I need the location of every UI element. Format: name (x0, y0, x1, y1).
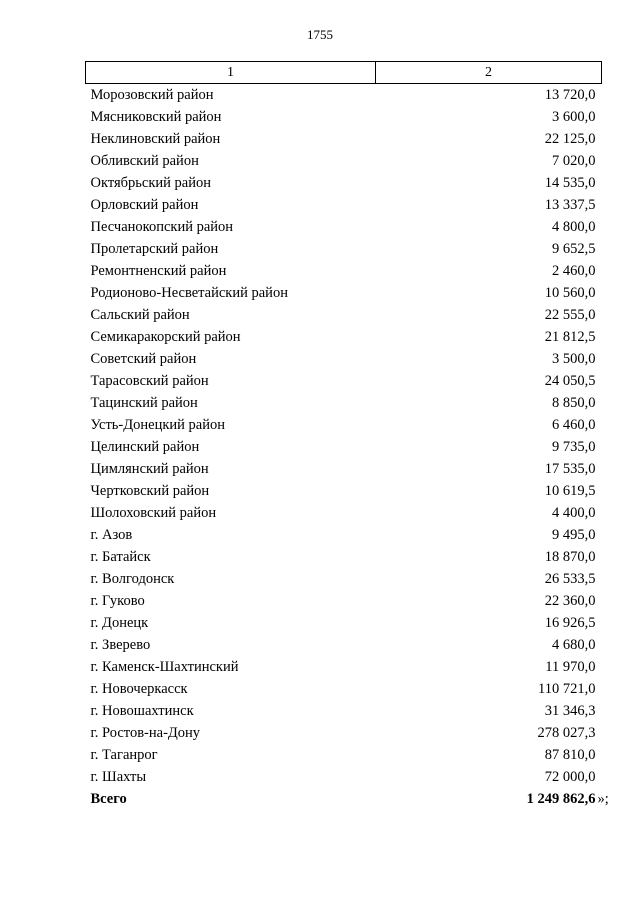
total-value: 1 249 862,6 (526, 791, 596, 807)
row-value: 13 720,0 (544, 87, 596, 103)
row-name: Сальский район (90, 307, 190, 323)
total-label: Всего (90, 791, 127, 807)
row-name: Морозовский район (90, 87, 214, 103)
row-name: г. Азов (90, 527, 133, 543)
table-row (86, 216, 602, 238)
row-value: 4 800,0 (552, 219, 596, 235)
row-name: г. Каменск-Шахтинский (90, 659, 239, 675)
table-row (86, 282, 602, 304)
row-value: 3 500,0 (552, 351, 596, 367)
row-name: Тарасовский район (90, 373, 209, 389)
row-name: Родионово-Несветайский район (90, 285, 288, 301)
row-value: 9 495,0 (552, 527, 596, 543)
row-name: г. Ростов-на-Дону (90, 725, 201, 741)
table-row (86, 194, 602, 216)
row-name: Октябрьский район (90, 175, 211, 191)
row-name: Ремонтненский район (90, 263, 227, 279)
row-value: 26 533,5 (544, 571, 596, 587)
table-row (86, 414, 602, 436)
table-row (86, 612, 602, 634)
row-name: г. Донецк (90, 615, 149, 631)
page-number: 1755 (307, 27, 333, 42)
row-name: г. Волгодонск (90, 571, 175, 587)
table-row (86, 700, 602, 722)
row-name: г. Батайск (90, 549, 151, 565)
table-row (86, 722, 602, 744)
row-value: 4 400,0 (552, 505, 596, 521)
row-name: Мясниковский район (90, 109, 222, 125)
row-value: 24 050,5 (544, 373, 596, 389)
row-value: 21 812,5 (544, 329, 596, 345)
row-value: 6 460,0 (552, 417, 596, 433)
row-name: Неклиновский район (90, 131, 221, 147)
row-value: 278 027,3 (537, 725, 596, 741)
table-row (86, 238, 602, 260)
table-row (86, 260, 602, 282)
header-column-2: 2 (376, 62, 602, 84)
row-value: 110 721,0 (538, 681, 596, 697)
table-row (86, 546, 602, 568)
table-row (86, 84, 602, 107)
table-row (86, 304, 602, 326)
row-value: 9 735,0 (552, 439, 596, 455)
table-row (86, 392, 602, 414)
row-name: Усть-Донецкий район (90, 417, 225, 433)
table-row (86, 590, 602, 612)
row-value: 3 600,0 (552, 109, 596, 125)
row-name: Советский район (90, 351, 197, 367)
table-row (86, 678, 602, 700)
row-name: г. Шахты (90, 769, 147, 785)
row-name: г. Новочеркасск (90, 681, 188, 697)
table-row (86, 150, 602, 172)
row-value: 4 680,0 (552, 637, 596, 653)
table-row (86, 436, 602, 458)
row-value: 9 652,5 (552, 241, 596, 257)
row-value: 72 000,0 (544, 769, 596, 785)
row-name: Семикаракорский район (90, 329, 241, 345)
row-value: 14 535,0 (544, 175, 596, 191)
row-value: 11 970,0 (545, 659, 596, 675)
row-name: Орловский район (90, 197, 199, 213)
table-header (86, 62, 602, 84)
row-name: г. Новошахтинск (90, 703, 194, 719)
row-name: Целинский район (90, 439, 200, 455)
row-value: 10 560,0 (544, 285, 596, 301)
row-name: Песчанокопский район (90, 219, 234, 235)
table-row (86, 568, 602, 590)
row-name: Тацинский район (90, 395, 198, 411)
table-row (86, 502, 602, 524)
table-row (86, 348, 602, 370)
row-name: г. Гуково (90, 593, 145, 609)
row-name: Цимлянский район (90, 461, 209, 477)
row-value: 87 810,0 (544, 747, 596, 763)
table-row (86, 480, 602, 502)
table-row (86, 524, 602, 546)
row-value: 22 555,0 (544, 307, 596, 323)
table-row (86, 458, 602, 480)
total-row (86, 788, 602, 810)
total-value-cell (376, 788, 609, 810)
header-column-1: 1 (86, 62, 376, 84)
row-value: 22 125,0 (544, 131, 596, 147)
row-name: г. Таганрог (90, 747, 158, 763)
row-value: 2 460,0 (552, 263, 596, 279)
row-name: Обливский район (90, 153, 199, 169)
row-value: 18 870,0 (544, 549, 596, 565)
table-row (86, 106, 602, 128)
table-row (86, 326, 602, 348)
row-value: 7 020,0 (552, 153, 596, 169)
header-row (86, 62, 602, 84)
row-value: 16 926,5 (544, 615, 596, 631)
table-row (86, 634, 602, 656)
row-value: 22 360,0 (544, 593, 596, 609)
table-body (86, 84, 609, 811)
row-value: 8 850,0 (552, 395, 596, 411)
data-table-wrapper (85, 61, 609, 810)
row-name: Чертковский район (90, 483, 210, 499)
row-name: Шолоховский район (90, 505, 217, 521)
row-value: 10 619,5 (544, 483, 596, 499)
row-value: 13 337,5 (544, 197, 596, 213)
row-name: Пролетарский район (90, 241, 219, 257)
data-table (85, 61, 609, 810)
row-value: 17 535,0 (544, 461, 596, 477)
row-value: 31 346,3 (544, 703, 596, 719)
table-row (86, 172, 602, 194)
table-row (86, 744, 602, 766)
table-row (86, 656, 602, 678)
table-row (86, 766, 602, 788)
row-name: г. Зверево (90, 637, 151, 653)
table-row (86, 128, 602, 150)
table-row (86, 370, 602, 392)
total-closing-quote: »; (597, 791, 609, 807)
